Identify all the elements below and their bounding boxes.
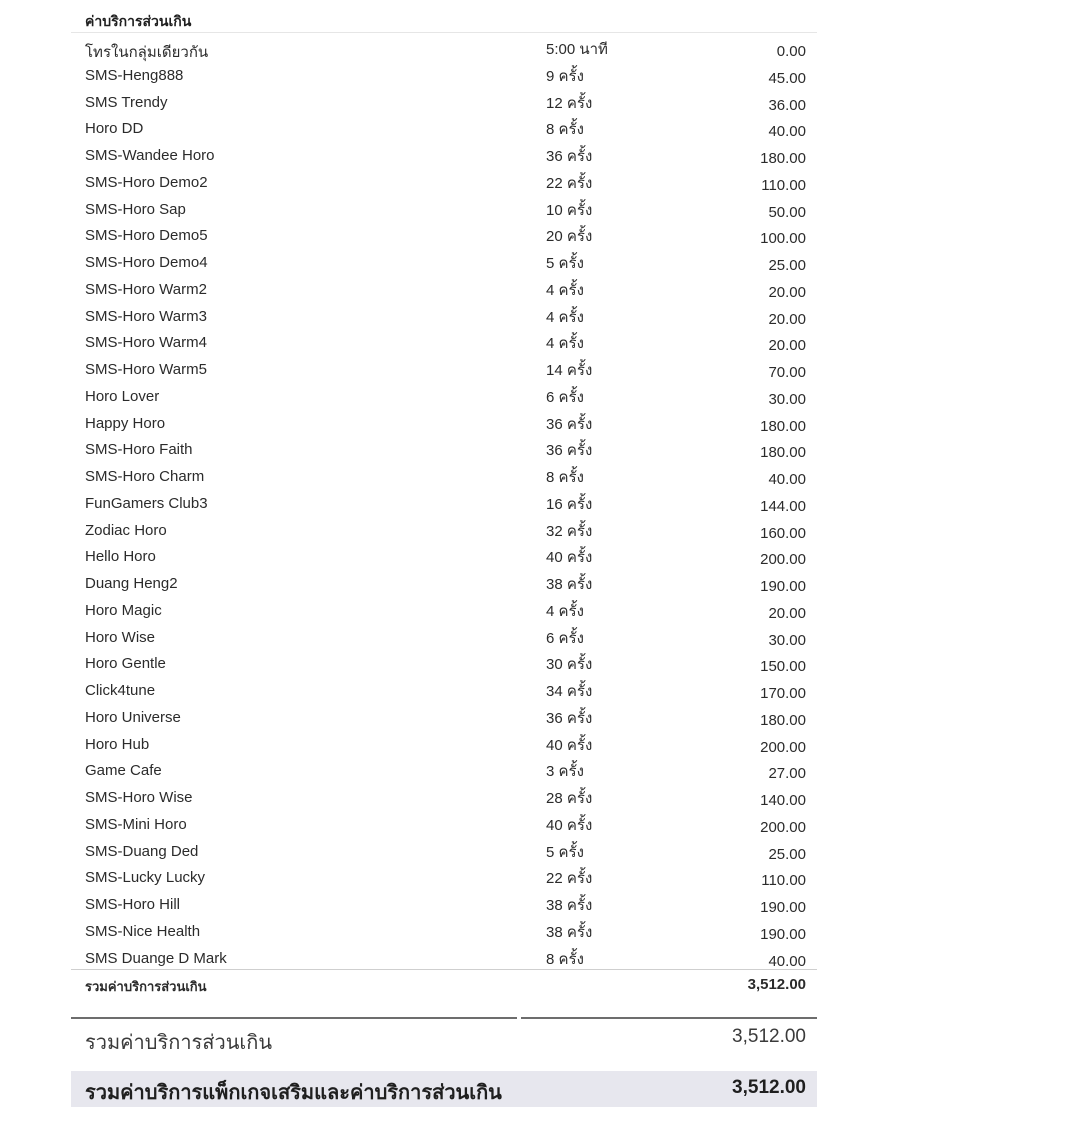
table-row (71, 113, 817, 140)
charge-amount: 140.00 (760, 792, 806, 809)
service-name: SMS-Horo Warm2 (85, 280, 207, 298)
usage-quantity: 22 ครั้ง (546, 870, 593, 888)
usage-quantity: 4 ครั้ง (546, 308, 584, 326)
usage-quantity: 32 ครั้ง (546, 522, 593, 540)
table-row (71, 889, 817, 916)
table-row (71, 434, 817, 461)
service-name: โทรในกลุ่มเดียวกัน (85, 44, 209, 61)
service-name: SMS-Duang Ded (85, 842, 199, 860)
table-row (71, 702, 817, 729)
total-overage-row (71, 1017, 817, 1067)
service-name: Game Cafe (85, 762, 162, 780)
charge-amount: 190.00 (760, 899, 806, 916)
service-name: Horo DD (85, 120, 144, 138)
service-name: Horo Wise (85, 628, 156, 646)
charge-amount: 25.00 (768, 257, 806, 274)
service-name: SMS-Horo Demo2 (85, 173, 208, 191)
usage-quantity: 9 ครั้ง (546, 67, 584, 85)
service-name: Horo Magic (85, 601, 162, 619)
usage-quantity: 4 ครั้ง (546, 335, 584, 353)
usage-quantity: 36 ครั้ง (546, 415, 593, 433)
charge-amount: 70.00 (768, 364, 806, 381)
service-name: SMS-Heng888 (85, 66, 184, 84)
table-row (71, 488, 817, 515)
grand-total-row (71, 1071, 817, 1107)
usage-quantity: 4 ครั้ง (546, 281, 584, 299)
charge-amount: 30.00 (768, 390, 806, 408)
table-row (71, 595, 817, 622)
usage-quantity: 5 ครั้ง (546, 843, 584, 861)
charge-amount: 45.00 (768, 69, 806, 87)
table-row (71, 167, 817, 194)
usage-quantity: 8 ครั้ง (546, 469, 584, 486)
service-name: SMS Duange D Mark (85, 949, 227, 967)
service-name: SMS-Lucky Lucky (85, 869, 206, 887)
table-row (71, 809, 817, 836)
charge-amount: 50.00 (768, 203, 806, 221)
charge-amount: 30.00 (768, 631, 806, 649)
service-name: Horo Hub (85, 735, 150, 753)
grand-total-value: 3,512.00 (732, 1077, 806, 1098)
table-row (71, 408, 817, 435)
usage-quantity: 16 ครั้ง (546, 495, 593, 513)
usage-quantity: 34 ครั้ง (546, 683, 593, 700)
usage-quantity: 30 ครั้ง (546, 656, 593, 674)
subtotal-value: 3,512.00 (747, 976, 806, 994)
table-row (71, 301, 817, 328)
table-row (71, 541, 817, 568)
service-name: Horo Universe (85, 708, 181, 726)
section-title: ค่าบริการส่วนเกิน (71, 8, 817, 33)
service-name: SMS-Horo Sap (85, 200, 186, 218)
usage-quantity: 36 ครั้ง (546, 148, 593, 165)
divider-gap (517, 1017, 521, 1019)
charge-amount: 180.00 (760, 444, 806, 462)
charge-amount: 40.00 (768, 123, 806, 141)
table-row (71, 381, 817, 408)
service-name: SMS-Horo Charm (85, 468, 205, 485)
service-name: Horo Lover (85, 387, 160, 405)
service-name: SMS-Horo Warm3 (85, 307, 207, 325)
usage-quantity: 8 ครั้ง (546, 121, 584, 139)
table-row (71, 568, 817, 595)
usage-quantity: 40 ครั้ง (546, 736, 593, 754)
service-name: Zodiac Horo (85, 521, 167, 539)
table-row (71, 33, 817, 60)
grand-total-label: รวมค่าบริการแพ็กเกจเสริมและค่าบริการส่วนเกิน (85, 1082, 502, 1104)
table-row (71, 782, 817, 809)
service-name: SMS-Horo Wise (85, 789, 193, 806)
usage-quantity: 36 ครั้ง (546, 709, 593, 727)
table-row (71, 354, 817, 381)
charge-amount: 180.00 (760, 711, 806, 729)
table-row (71, 755, 817, 782)
usage-quantity: 40 ครั้ง (546, 816, 593, 834)
charge-amount: 0.00 (776, 43, 806, 60)
table-row (71, 648, 817, 675)
service-name: SMS-Horo Faith (85, 441, 193, 459)
charge-amount: 100.00 (760, 230, 806, 248)
charge-amount: 150.00 (760, 658, 806, 676)
usage-quantity: 8 ครั้ง (546, 950, 584, 968)
service-name: Happy Horo (85, 414, 166, 432)
usage-quantity: 38 ครั้ง (546, 897, 593, 914)
service-name: SMS-Mini Horo (85, 815, 187, 833)
charges-list (71, 33, 817, 969)
service-name: SMS-Horo Warm4 (85, 334, 207, 352)
table-row (71, 87, 817, 114)
charge-amount: 20.00 (768, 283, 806, 301)
charge-amount: 190.00 (760, 578, 806, 595)
service-name: SMS-Horo Demo5 (85, 227, 208, 245)
usage-quantity: 14 ครั้ง (546, 362, 593, 379)
table-row (71, 675, 817, 702)
charge-amount: 25.00 (768, 845, 806, 863)
charge-amount: 40.00 (768, 471, 806, 488)
table-row (71, 916, 817, 943)
subtotal-label: รวมค่าบริการส่วนเกิน (85, 979, 207, 995)
usage-quantity: 38 ครั้ง (546, 923, 593, 941)
service-name: Horo Gentle (85, 655, 166, 673)
table-row (71, 274, 817, 301)
charge-amount: 190.00 (760, 925, 806, 943)
charge-amount: 20.00 (768, 310, 806, 328)
subtotal-row (71, 969, 817, 996)
table-row (71, 862, 817, 889)
service-name: SMS-Horo Demo4 (85, 254, 208, 271)
usage-quantity: 38 ครั้ง (546, 576, 593, 593)
service-name: FunGamers Club3 (85, 494, 208, 512)
charge-amount: 200.00 (760, 818, 806, 836)
usage-quantity: 28 ครั้ง (546, 790, 593, 807)
usage-quantity: 20 ครั้ง (546, 228, 593, 246)
table-row (71, 461, 817, 488)
service-name: SMS Trendy (85, 93, 168, 111)
usage-quantity: 40 ครั้ง (546, 549, 593, 567)
table-row (71, 622, 817, 649)
usage-quantity: 10 ครั้ง (546, 201, 593, 219)
table-row (71, 140, 817, 167)
service-name: Click4tune (85, 682, 156, 699)
charge-amount: 110.00 (761, 176, 806, 194)
service-name: SMS-Horo Warm5 (85, 361, 207, 378)
service-name: Duang Heng2 (85, 575, 178, 592)
usage-quantity: 5:00 นาที (546, 41, 608, 58)
charge-amount: 40.00 (768, 952, 806, 970)
total-overage-label: รวมค่าบริการส่วนเกิน (85, 1032, 273, 1054)
charge-amount: 200.00 (760, 738, 806, 756)
overage-charges-sheet (71, 8, 817, 1104)
charge-amount: 36.00 (768, 96, 806, 114)
service-name: SMS-Wandee Horo (85, 147, 215, 164)
table-row (71, 194, 817, 221)
usage-quantity: 22 ครั้ง (546, 174, 593, 192)
service-name: SMS-Horo Hill (85, 896, 181, 913)
charge-amount: 180.00 (760, 417, 806, 435)
charge-amount: 20.00 (768, 604, 806, 622)
usage-quantity: 6 ครั้ง (546, 388, 584, 406)
table-row (71, 943, 817, 970)
charge-amount: 144.00 (760, 497, 806, 515)
usage-quantity: 5 ครั้ง (546, 255, 584, 272)
total-overage-value: 3,512.00 (732, 1026, 806, 1047)
charge-amount: 27.00 (768, 765, 806, 783)
charge-amount: 110.00 (761, 872, 806, 890)
charge-amount: 170.00 (760, 685, 806, 702)
table-row (71, 60, 817, 87)
service-name: SMS-Nice Health (85, 922, 201, 940)
usage-quantity: 36 ครั้ง (546, 442, 593, 460)
charge-amount: 200.00 (760, 551, 806, 569)
table-row (71, 327, 817, 354)
table-row (71, 515, 817, 542)
usage-quantity: 3 ครั้ง (546, 763, 584, 781)
usage-quantity: 12 ครั้ง (546, 94, 593, 112)
usage-quantity: 4 ครั้ง (546, 602, 584, 620)
service-name: Hello Horo (85, 548, 156, 566)
usage-quantity: 6 ครั้ง (546, 629, 584, 647)
charge-amount: 160.00 (760, 524, 806, 542)
charge-amount: 180.00 (760, 150, 806, 167)
charge-amount: 20.00 (768, 337, 806, 355)
table-row (71, 220, 817, 247)
table-row (71, 247, 817, 274)
table-row (71, 729, 817, 756)
table-row (71, 836, 817, 863)
